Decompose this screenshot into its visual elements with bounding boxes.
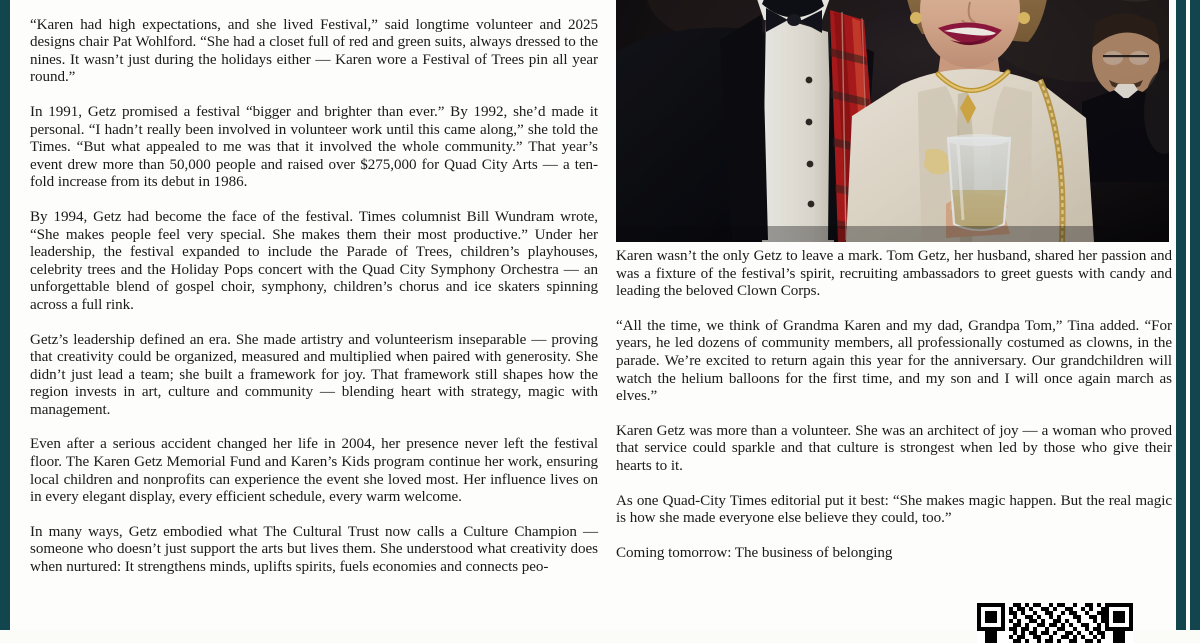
coming-tomorrow-line: Coming tomorrow: The business of belonging: [616, 544, 893, 561]
left-accent-rule: [0, 0, 10, 630]
left-text-column: [30, 0, 598, 630]
paragraph: Karen Getz was more than a volunteer. She was an architect of joy — a woman who proved that service could sparkle and that culture is strongest when led by those who give their hearts to it.: [616, 422, 1172, 474]
right-accent-rule-inner: [1176, 0, 1186, 630]
paragraph: By 1994, Getz had become the face of the festival. Times columnist Bill Wundram wrote, “She makes people feel very special. She makes them their most productive.” Under her leadership, the festival expanded to include the Parade of Trees, children’s playhouses, celebrity trees and the Holiday Pops concert with the Quad City Symphony Orchestra — an unforgettable blend of gospel choir, symphony, children’s chorus and ice skaters spinning across a full rink.: [30, 208, 598, 313]
paragraph: In 1991, Getz promised a festival “bigger and brighter than ever.” By 1992, she’d made it personal. “I hadn’t really been involved in volunteer work until this came along,” she told the Times. “But what appealed to me was that it involved the whole community.” That year’s event drew more than 50,000 people and raised over $275,000 for Quad City Arts — a ten-fold increase from its debut in 1986.: [30, 103, 598, 191]
qr-code-graphic: [977, 603, 1133, 643]
right-text-column: [616, 248, 1172, 630]
article-photo-graphic: [616, 0, 1169, 242]
paragraph: In many ways, Getz embodied what The Cultural Trust now calls a Culture Champion — someone who doesn’t just support the arts but lives them. She understood what creativity does when nurtured: It strengthens minds, uplifts spirits, fuels economies and connects peo-: [30, 523, 598, 576]
right-accent-rule: [1190, 0, 1200, 630]
paragraph: Even after a serious accident changed her life in 2004, her presence never left the festival floor. The Karen Getz Memorial Fund and Karen’s Kids program continue her work, ensuring local children and nonprofits can experience the event she loved most. Her influence lives on in every elegant display, every efficient schedule, every warm welcome.: [30, 436, 598, 506]
paragraph: “All the time, we think of Grandma Karen and my dad, Grandpa Tom,” Tina added. “For years, he led dozens of community members, all professionally costumed as clowns, in the parade. We’re excited to return again this year for the anniversary. Our grandchildren will watch the helium balloons for the first time, and my son and I will once again march as elves.”: [616, 317, 1172, 405]
qr-code[interactable]: [977, 603, 1133, 643]
paragraph: “Karen had high expectations, and she lived Festival,” said longtime volunteer and 2025 designs chair Pat Wohlford. “She had a closet full of red and green suits, always dressed to the nines. It wasn’t just during the holidays either — Karen wore a Festival of Trees pin all year round.”: [30, 16, 598, 86]
paragraph: Karen wasn’t the only Getz to leave a mark. Tom Getz, her husband, shared her passion and was a fixture of the festival’s spirit, recruiting ambassadors to greet guests with candy and leading the beloved Clown Corps.: [616, 248, 1172, 300]
paragraph: Getz’s leadership defined an era. She made artistry and volunteerism inseparable — proving that creativity could be organized, measured and multiplied when paired with generosity. She didn’t just lead a team; she built a framework for joy. That framework still shapes how the region invests in art, culture and community — blending heart with strategy, magic with management.: [30, 331, 598, 418]
paragraph: As one Quad-City Times editorial put it best: “She makes magic happen. But the real magic is how she made everyone else believe they could, too.”: [616, 492, 1172, 527]
article-photo: [616, 0, 1169, 242]
